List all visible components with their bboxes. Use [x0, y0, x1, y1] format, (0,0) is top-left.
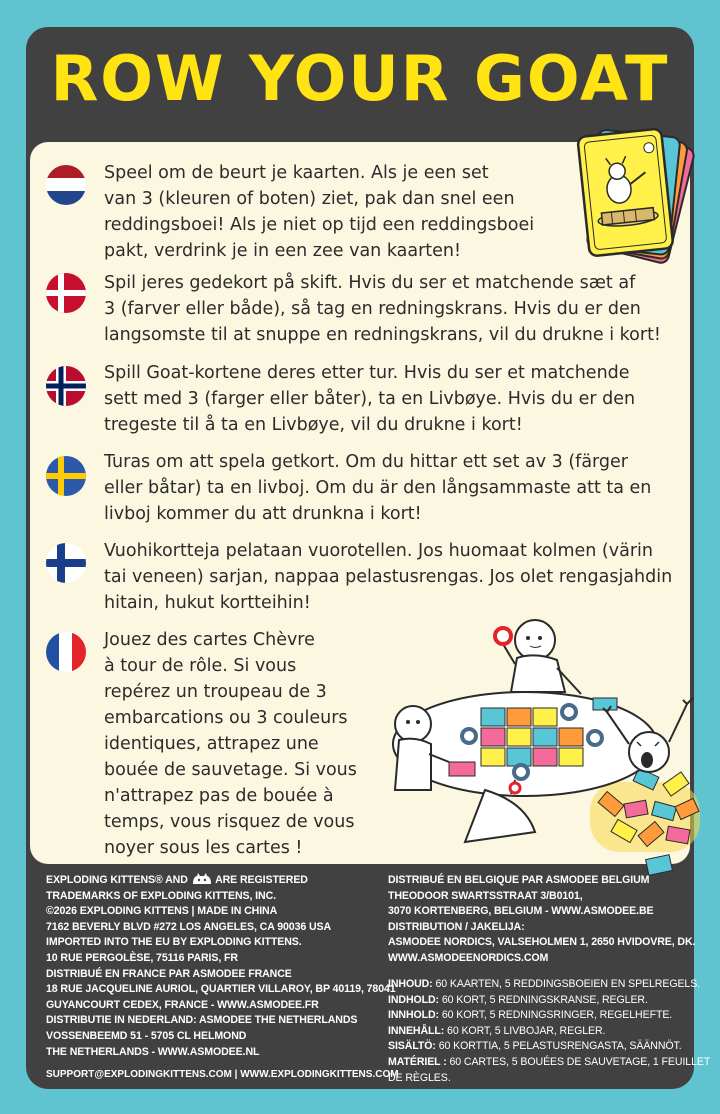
contents-value: 60 KAARTEN, 5 REDDINGSBOEIEN EN SPELREGELS. [435, 978, 701, 990]
footer-text: EXPLODING KITTENS® AND [46, 874, 188, 886]
contents-value: 60 KORTTIA, 5 PELASTUSRENGASTA, SÄÄNNÖT. [438, 1040, 682, 1053]
rule-line: bouée de sauvetage. Si vous [104, 760, 357, 780]
footer-line: TRADEMARKS OF EXPLODING KITTENS, INC. [46, 889, 276, 902]
rule-line: à tour de rôle. Si vous [104, 656, 297, 676]
goat-card-stack-icon [570, 118, 705, 278]
rule-line: embarcations ou 3 couleurs [104, 708, 348, 728]
footer-line: WWW.ASMODEENORDICS.COM [388, 951, 549, 964]
rule-danish [104, 270, 661, 348]
rule-swedish [104, 449, 651, 527]
players-table-illustration [385, 612, 705, 884]
contents-label: INDHOLD: [388, 993, 439, 1006]
footer-line: IMPORTED INTO THE EU BY EXPLODING KITTENS. [46, 936, 302, 949]
footer-line: THE NETHERLANDS - WWW.ASMODEE.NL [46, 1045, 260, 1058]
contents-label: MATÉRIEL : [388, 1055, 447, 1068]
contents-line [388, 993, 710, 1009]
footer-line: DISTRIBUTION / JAKELIJA: [388, 920, 525, 933]
flag-finland-icon [46, 543, 86, 583]
footer-left [46, 873, 396, 1060]
footer-line: DISTRIBUÉ EN FRANCE PAR ASMODEE FRANCE [46, 967, 292, 980]
footer-line: DISTRIBUÉ EN BELGIQUE PAR ASMODEE BELGIUM [388, 874, 650, 886]
rule-line: hitain, hukut kortteihin! [104, 593, 311, 613]
rule-line: langsomste til at snuppe en redningskrans, vil du drukne i kort! [104, 325, 661, 345]
rule-line: Spill Goat-kortene deres etter tur. Hvis du ser et matchende [104, 363, 630, 383]
contents-value: 60 KORT, 5 REDNINGSRINGER, REGELHEFTE. [441, 1009, 673, 1022]
cat-logo-icon [191, 873, 213, 885]
rule-finnish [104, 538, 672, 616]
flag-norway-icon [46, 366, 86, 406]
flag-netherlands-icon [46, 165, 86, 205]
flag-sweden-icon [46, 456, 86, 496]
rule-line: pakt, verdrink je in een zee van kaarten! [104, 241, 462, 261]
contents-label: INNEHÅLL: [388, 1024, 445, 1037]
rule-line: temps, vous risquez de vous [104, 812, 355, 832]
rule-line: sett med 3 (farger eller båter), ta en Livbøye. Hvis du er den [104, 389, 636, 409]
contents-line [388, 1039, 710, 1055]
rule-line: Speel om de beurt je kaarten. Als je een set [104, 163, 489, 183]
footer-line: DISTRIBUTIE IN NEDERLAND: ASMODEE THE NETHERLANDS [46, 1014, 358, 1027]
contents-line [388, 1055, 710, 1071]
flag-france-icon [46, 632, 86, 672]
rule-norwegian [104, 360, 635, 438]
footer-line: GUYANCOURT CEDEX, FRANCE - WWW.ASMODEE.FR [46, 998, 319, 1011]
flag-denmark-icon [46, 273, 86, 313]
contents-line [388, 977, 710, 993]
footer-line: 10 RUE PERGOLÈSE, 75116 PARIS, FR [46, 951, 238, 964]
contents-line [388, 1008, 710, 1024]
footer-line: ©2026 EXPLODING KITTENS | MADE IN CHINA [46, 905, 278, 918]
footer-line: 18 RUE JACQUELINE AURIOL, QUARTIER VILLAROY, BP 40119, 78041 [46, 983, 396, 996]
footer-line [46, 873, 396, 889]
footer-line: ASMODEE NORDICS, VALSEHOLMEN 1, 2650 HVIDOVRE, DK. [388, 936, 696, 949]
rule-line: reddingsboei! Als je niet op tijd een reddingsboei [104, 215, 535, 235]
contents-value: 60 KORT, 5 REDNINGSKRANSE, REGLER. [441, 993, 648, 1006]
footer-text: ARE REGISTERED [215, 874, 308, 886]
contents-label: INHOUD: [388, 978, 433, 990]
rule-line: tai veneen) sarjan, nappaa pelastusrengas. Jos olet rengasjahdin [104, 567, 673, 587]
footer-line: 3070 KORTENBERG, BELGIUM - WWW.ASMODEE.BE [388, 905, 654, 918]
rule-french [104, 627, 357, 861]
contents-label: SISÄLTÖ: [388, 1040, 436, 1053]
contents-value: 60 CARTES, 5 BOUÉES DE SAUVETAGE, 1 FEUILLET [449, 1055, 711, 1068]
contents-line [388, 1071, 710, 1087]
footer-line: VOSSENBEEMD 51 - 5705 CL HELMOND [46, 1029, 247, 1042]
rule-line: noyer sous les cartes ! [104, 838, 303, 858]
contents-value: 60 KORT, 5 LIVBOJAR, REGLER. [447, 1024, 606, 1037]
rule-line: livboj kommer du att drunkna i kort! [104, 504, 422, 524]
rule-dutch [104, 160, 534, 264]
rule-line: tregeste til å ta en Livbøye, vil du drukne i kort! [104, 415, 523, 435]
contents-label: INNHOLD: [388, 1009, 439, 1022]
footer-right [388, 873, 695, 967]
footer-line: 7162 BEVERLY BLVD #272 LOS ANGELES, CA 90036 USA [46, 920, 332, 933]
rule-line: repérez un troupeau de 3 [104, 682, 327, 702]
footer-line: THEODOOR SWARTSSTRAAT 3/B0101, [388, 889, 583, 902]
rule-line: van 3 (kleuren of boten) ziet, pak dan snel een [104, 189, 515, 209]
game-title: ROW YOUR GOAT [50, 42, 670, 115]
contents-line [388, 1024, 710, 1040]
rule-line: Spil jeres gedekort på skift. Hvis du ser et matchende sæt af [104, 273, 636, 293]
contents-value: DE RÈGLES. [388, 1071, 451, 1084]
contents-list [388, 977, 710, 1086]
rule-line: eller båtar) ta en livboj. Om du är den långsammaste att ta en [104, 478, 652, 498]
rule-line: 3 (farver eller både), så tag en redningskrans. Hvis du er den [104, 299, 641, 319]
rule-line: Turas om att spela getkort. Om du hittar ett set av 3 (färger [104, 452, 629, 472]
support-contact: SUPPORT@EXPLODINGKITTENS.COM | WWW.EXPLODINGKITTENS.COM [46, 1069, 399, 1080]
rule-line: Jouez des cartes Chèvre [104, 630, 315, 650]
rule-line: identiques, attrapez une [104, 734, 319, 754]
rule-line: Vuohikortteja pelataan vuorotellen. Jos huomaat kolmen (värin [104, 541, 653, 561]
rule-line: n'attrapez pas de bouée à [104, 786, 334, 806]
